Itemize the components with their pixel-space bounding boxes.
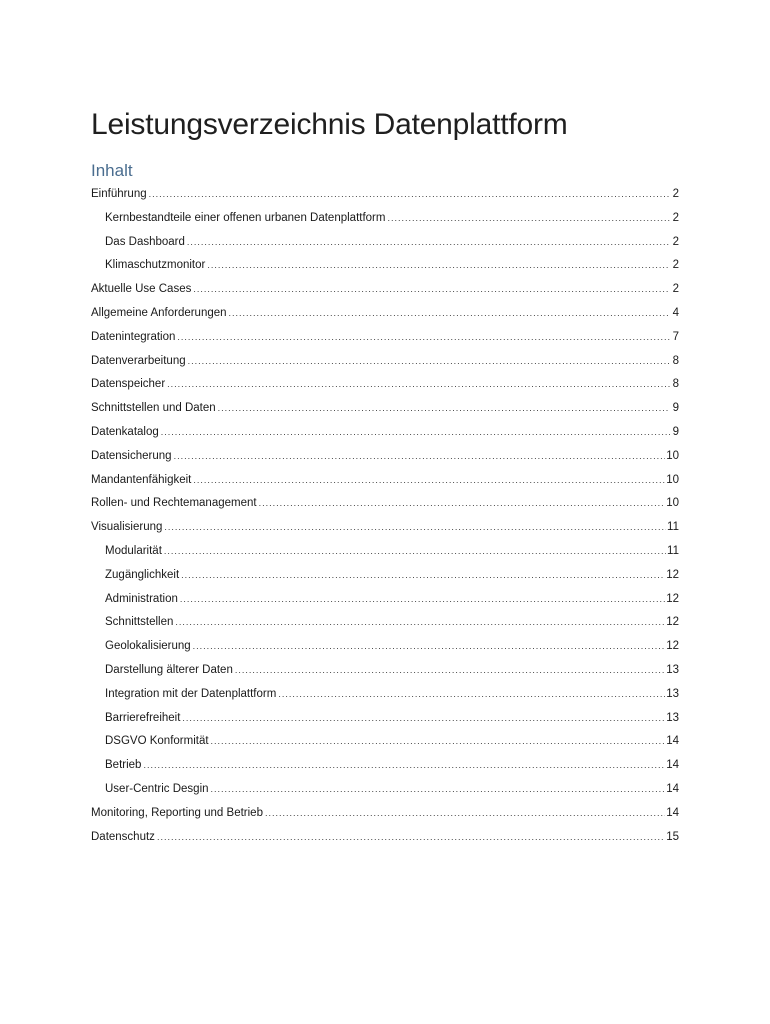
toc-entry-label[interactable]: Darstellung älterer Daten bbox=[105, 663, 233, 676]
toc-entry[interactable] bbox=[91, 469, 679, 493]
toc-entry[interactable] bbox=[91, 492, 679, 516]
toc-dot-leader bbox=[149, 183, 670, 207]
toc-entry[interactable] bbox=[91, 278, 679, 302]
toc-entry-page-number[interactable]: 4 bbox=[672, 306, 679, 319]
toc-dot-leader bbox=[174, 445, 666, 469]
toc-entry[interactable] bbox=[91, 421, 679, 445]
toc-entry-label[interactable]: Betrieb bbox=[105, 759, 142, 772]
toc-entry-label[interactable]: Rollen- und Rechtemanagement bbox=[91, 497, 257, 510]
toc-entry[interactable] bbox=[91, 707, 679, 731]
toc-dot-leader bbox=[180, 588, 665, 612]
toc-entry-label[interactable]: Datensicherung bbox=[91, 449, 172, 462]
toc-entry[interactable] bbox=[91, 635, 679, 659]
toc-dot-leader bbox=[157, 826, 665, 850]
toc-entry-label[interactable]: Modularität bbox=[105, 544, 162, 557]
toc-entry-label[interactable]: User-Centric Desgin bbox=[105, 782, 209, 795]
toc-entry-page-number[interactable]: 15 bbox=[666, 830, 679, 843]
toc-entry-label[interactable]: Kernbestandteile einer offenen urbanen Datenplattform bbox=[105, 211, 386, 224]
toc-entry-page-number[interactable]: 2 bbox=[672, 211, 679, 224]
toc-entry-label[interactable]: Barrierefreiheit bbox=[105, 711, 181, 724]
toc-entry-page-number[interactable]: 10 bbox=[666, 497, 679, 510]
toc-entry-page-number[interactable]: 9 bbox=[672, 425, 679, 438]
toc-entry[interactable] bbox=[91, 445, 679, 469]
toc-dot-leader bbox=[387, 207, 670, 231]
toc-entry[interactable] bbox=[91, 802, 679, 826]
toc-dot-leader bbox=[211, 730, 666, 754]
toc-entry-page-number[interactable]: 12 bbox=[666, 568, 679, 581]
toc-entry-page-number[interactable]: 14 bbox=[666, 782, 679, 795]
document-title: Leistungsverzeichnis Datenplattform bbox=[91, 108, 568, 142]
toc-dot-leader bbox=[188, 350, 670, 374]
toc-dot-leader bbox=[167, 373, 670, 397]
toc-entry-page-number[interactable]: 8 bbox=[672, 354, 679, 367]
toc-entry-label[interactable]: Datenschutz bbox=[91, 830, 155, 843]
toc-dot-leader bbox=[235, 659, 665, 683]
toc-entry[interactable] bbox=[91, 231, 679, 255]
toc-entry-label[interactable]: Datenspeicher bbox=[91, 378, 166, 391]
toc-entry[interactable] bbox=[91, 397, 679, 421]
toc-entry[interactable] bbox=[91, 730, 679, 754]
toc-heading: Inhalt bbox=[91, 161, 133, 180]
toc-entry-page-number[interactable]: 8 bbox=[672, 378, 679, 391]
toc-entry[interactable] bbox=[91, 326, 679, 350]
toc-entry-label[interactable]: Schnittstellen und Daten bbox=[91, 402, 216, 415]
table-of-contents bbox=[91, 183, 679, 849]
toc-entry-page-number[interactable]: 14 bbox=[666, 759, 679, 772]
toc-entry-label[interactable]: Datenintegration bbox=[91, 330, 176, 343]
toc-entry-label[interactable]: Aktuelle Use Cases bbox=[91, 283, 192, 296]
toc-entry-label[interactable]: Klimaschutzmonitor bbox=[105, 259, 206, 272]
toc-dot-leader bbox=[259, 492, 666, 516]
toc-entry-label[interactable]: DSGVO Konformität bbox=[105, 735, 209, 748]
toc-entry-page-number[interactable]: 2 bbox=[672, 188, 679, 200]
toc-dot-leader bbox=[265, 802, 665, 826]
toc-entry-label[interactable]: Einführung bbox=[91, 188, 147, 200]
toc-entry-page-number[interactable]: 7 bbox=[672, 330, 679, 343]
toc-entry-page-number[interactable]: 14 bbox=[666, 735, 679, 748]
toc-entry[interactable] bbox=[91, 683, 679, 707]
toc-dot-leader bbox=[229, 302, 670, 326]
toc-dot-leader bbox=[193, 278, 670, 302]
toc-entry[interactable] bbox=[91, 611, 679, 635]
toc-dot-leader bbox=[182, 707, 665, 731]
toc-entry-label[interactable]: Geolokalisierung bbox=[105, 640, 191, 653]
toc-entry-page-number[interactable]: 12 bbox=[666, 616, 679, 629]
toc-entry[interactable] bbox=[91, 183, 679, 207]
toc-entry-page-number[interactable]: 10 bbox=[666, 473, 679, 486]
toc-entry[interactable] bbox=[91, 588, 679, 612]
toc-dot-leader bbox=[187, 231, 670, 255]
toc-entry[interactable] bbox=[91, 516, 679, 540]
toc-entry-label[interactable]: Datenverarbeitung bbox=[91, 354, 186, 367]
toc-entry-page-number[interactable]: 13 bbox=[666, 687, 679, 700]
toc-dot-leader bbox=[164, 540, 666, 564]
toc-entry-label[interactable]: Allgemeine Anforderungen bbox=[91, 306, 227, 319]
toc-entry[interactable] bbox=[91, 754, 679, 778]
toc-dot-leader bbox=[177, 326, 670, 350]
toc-entry[interactable] bbox=[91, 373, 679, 397]
toc-entry[interactable] bbox=[91, 778, 679, 802]
toc-dot-leader bbox=[193, 469, 665, 493]
toc-entry-page-number[interactable]: 10 bbox=[666, 449, 679, 462]
toc-entry-label[interactable]: Zugänglichkeit bbox=[105, 568, 180, 581]
toc-dot-leader bbox=[164, 516, 666, 540]
toc-entry-page-number[interactable]: 12 bbox=[666, 640, 679, 653]
toc-entry[interactable] bbox=[91, 350, 679, 374]
toc-entry[interactable] bbox=[91, 826, 679, 850]
toc-entry-page-number[interactable]: 14 bbox=[666, 806, 679, 819]
toc-dot-leader bbox=[207, 254, 670, 278]
toc-dot-leader bbox=[143, 754, 665, 778]
toc-entry[interactable] bbox=[91, 254, 679, 278]
toc-dot-leader bbox=[193, 635, 666, 659]
toc-entry[interactable] bbox=[91, 540, 679, 564]
toc-entry-page-number[interactable]: 11 bbox=[667, 544, 679, 557]
toc-dot-leader bbox=[218, 397, 670, 421]
toc-dot-leader bbox=[161, 421, 670, 445]
toc-entry[interactable] bbox=[91, 302, 679, 326]
toc-entry-label[interactable]: Schnittstellen bbox=[105, 616, 174, 629]
toc-entry-label[interactable]: Visualisierung bbox=[91, 521, 163, 534]
toc-dot-leader bbox=[278, 683, 665, 707]
toc-entry-label[interactable]: Das Dashboard bbox=[105, 235, 185, 248]
toc-entry-label[interactable]: Datenkatalog bbox=[91, 425, 159, 438]
toc-entry-page-number[interactable]: 2 bbox=[672, 235, 679, 248]
toc-entry-page-number[interactable]: 2 bbox=[672, 259, 679, 272]
toc-entry-label[interactable]: Administration bbox=[105, 592, 178, 605]
toc-entry-page-number[interactable]: 12 bbox=[666, 592, 679, 605]
toc-entry[interactable] bbox=[91, 659, 679, 683]
toc-entry-page-number[interactable]: 9 bbox=[672, 402, 679, 415]
toc-entry[interactable] bbox=[91, 207, 679, 231]
toc-entry-page-number[interactable]: 11 bbox=[667, 521, 679, 534]
toc-entry-page-number[interactable]: 13 bbox=[666, 711, 679, 724]
toc-entry-page-number[interactable]: 2 bbox=[672, 283, 679, 296]
toc-entry[interactable] bbox=[91, 564, 679, 588]
toc-entry-label[interactable]: Integration mit der Datenplattform bbox=[105, 687, 277, 700]
toc-entry-label[interactable]: Monitoring, Reporting und Betrieb bbox=[91, 806, 263, 819]
toc-entry-label[interactable]: Mandantenfähigkeit bbox=[91, 473, 192, 486]
toc-dot-leader bbox=[181, 564, 665, 588]
toc-dot-leader bbox=[211, 778, 666, 802]
toc-entry-page-number[interactable]: 13 bbox=[666, 663, 679, 676]
toc-dot-leader bbox=[175, 611, 665, 635]
